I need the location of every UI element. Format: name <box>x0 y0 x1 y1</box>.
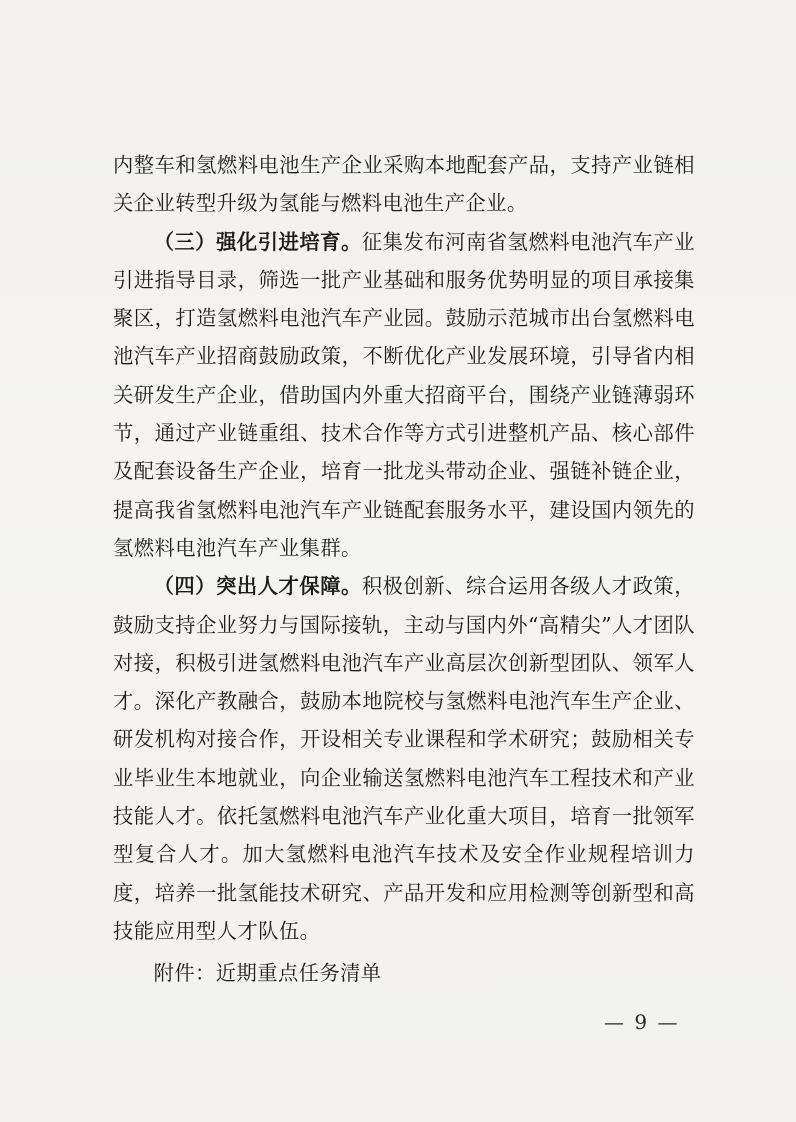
paragraph-text: 内整车和氢燃料电池生产企业采购本地配套产品，支持产业链相关企业转型升级为氢能与燃料电池生产企业。 <box>113 153 695 216</box>
paragraph-continuation <box>113 146 695 223</box>
document-body <box>113 146 695 993</box>
paragraph-section-4 <box>113 567 695 950</box>
paragraph-text: 征集发布河南省氢燃料电池汽车产业引进指导目录，筛选一批产业基础和服务优势明显的项目承接集聚区，打造氢燃料电池汽车产业园。鼓励示范城市出台氢燃料电池汽车产业招商鼓励政策，不断优化产业发展环境，引导省内相关研发生产企业，借助国内外重大招商平台，围绕产业链薄弱环节，通过产业链重组、技术合作等方式引进整机产品、核心部件及配套设备生产企业，培育一批龙头带动企业、强链补链企业，提高我省氢燃料电池汽车产业链配套服务水平，建设国内领先的氢燃料电池汽车产业集群。 <box>113 229 695 560</box>
page-number: — 9 — <box>604 1010 680 1034</box>
section-heading-3: （三）强化引进培育。 <box>153 229 362 254</box>
attachment-note: 附件：近期重点任务清单 <box>153 961 382 986</box>
paragraph-text: 积极创新、综合运用各级人才政策，鼓励支持企业努力与国际接轨，主动与国内外“高精尖”人才团队对接，积极引进氢燃料电池汽车产业高层次创新型团队、领军人才。深化产教融合，鼓励本地院校与氢燃料电池汽车生产企业、研发机构对接合作，开设相关专业课程和学术研究；鼓励相关专业毕业生本地就业，向企业输送氢燃料电池汽车工程技术和产业技能人才。依托氢燃料电池汽车产业化重大项目，培育一批领军型复合人才。加大氢燃料电池汽车技术及安全作业规程培训力度，培养一批氢能技术研究、产品开发和应用检测等创新型和高技能应用型人才队伍。 <box>113 574 695 943</box>
section-heading-4: （四）突出人才保障。 <box>153 574 362 599</box>
paragraph-section-3 <box>113 223 695 568</box>
